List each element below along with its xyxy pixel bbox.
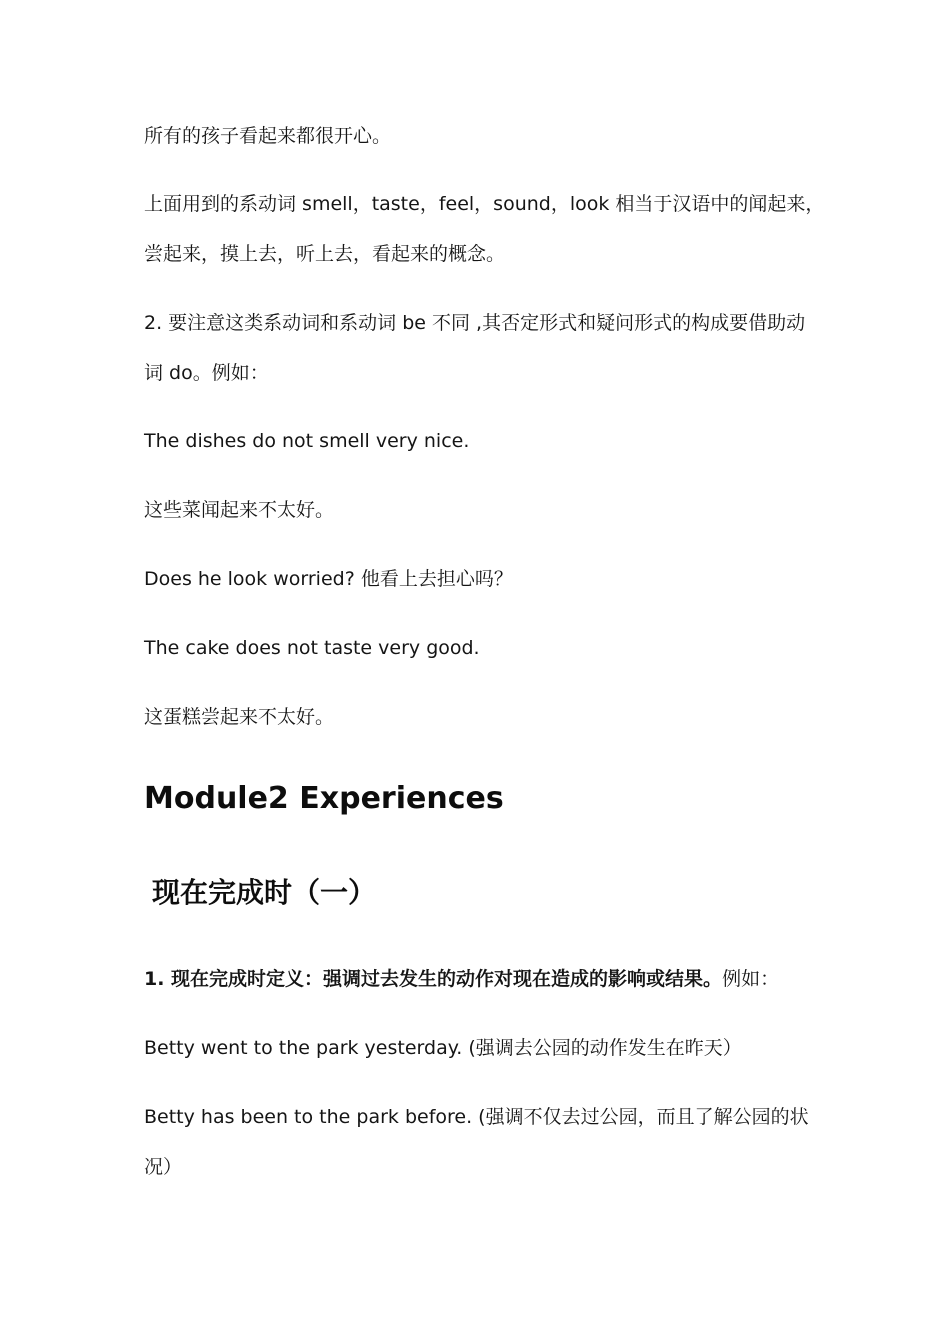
section-heading: 现在完成时（一） xyxy=(152,876,377,909)
example-sentence: Betty has been to the park before. (强调不仅去过公园，而且了解公园的状 xyxy=(144,1106,809,1128)
definition-line xyxy=(144,967,779,991)
definition-bold: 1. 现在完成时定义：强调过去发生的动作对现在造成的影响或结果。 xyxy=(144,968,723,990)
example-sentence: The dishes do not smell very nice. xyxy=(144,430,470,452)
module-heading: Module2 Experiences xyxy=(144,781,504,816)
text-line: 尝起来，摸上去，听上去，看起来的概念。 xyxy=(144,243,506,265)
example-translation: 这蛋糕尝起来不太好。 xyxy=(144,706,335,728)
definition-rest: 例如： xyxy=(722,968,780,990)
example-translation: 这些菜闻起来不太好。 xyxy=(144,499,335,521)
example-sentence: The cake does not taste very good. xyxy=(144,637,480,659)
text-line: 所有的孩子看起来都很开心。 xyxy=(144,125,392,147)
example-sentence: Betty went to the park yesterday. (强调去公园的动作发生在昨天） xyxy=(144,1037,742,1059)
text-line: 词 do。例如： xyxy=(144,362,269,384)
text-line: 上面用到的系动词 smell，taste，feel，sound，look 相当于汉语中的闻起来， xyxy=(144,193,825,215)
text-line: 2. 要注意这类系动词和系动词 be 不同 ,其否定形式和疑问形式的构成要借助动 xyxy=(144,312,806,334)
text-line: 况） xyxy=(144,1156,183,1178)
example-sentence: Does he look worried? 他看上去担心吗？ xyxy=(144,568,513,590)
